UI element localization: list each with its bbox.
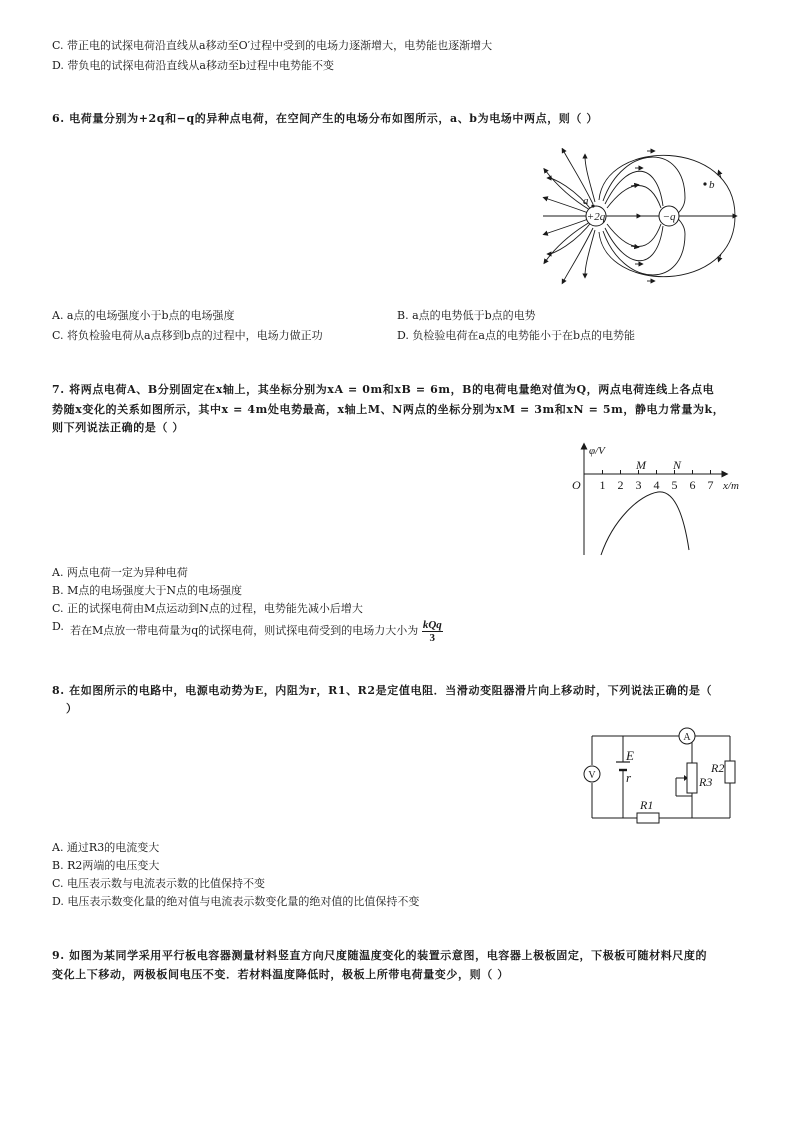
question-7-stem-3: 则下列说法正确的是（ ） bbox=[52, 421, 185, 434]
origin-label: O bbox=[572, 478, 581, 492]
x-axis-label: x/m bbox=[723, 480, 739, 492]
fraction-denominator: 3 bbox=[429, 631, 436, 644]
question-7-stem-1: 7. 将两点电荷A、B分别固定在x轴上，其坐标分别为xA = 0m和xB = 6m，B的电荷电量绝对值为Q，两点电荷连线上各点电 bbox=[52, 383, 715, 396]
q6-option-b: B. a点的电势低于b点的电势 bbox=[397, 309, 536, 322]
potential-graph-svg bbox=[565, 440, 750, 558]
option-c-prev: C. 带正电的试探电荷沿直线从a移动至O′过程中受到的电场力逐渐增大，电势能也逐渐增大 bbox=[52, 39, 493, 52]
tick-label-5: 5 bbox=[671, 478, 678, 492]
question-6-stem: 6. 电荷量分别为+2q和−q的异种点电荷，在空间产生的电场分布如图所示，a、b为电场中两点，则（ ） bbox=[52, 112, 599, 125]
r1-label: R1 bbox=[640, 798, 654, 812]
q6-option-d: D. 负检验电荷在a点的电势能小于在b点的电势能 bbox=[397, 329, 636, 342]
q7-option-d bbox=[70, 616, 443, 646]
fraction-kqq-over-3 bbox=[422, 619, 443, 644]
y-axis-label: φ/V bbox=[589, 445, 605, 457]
option-d-prev: D. 带负电的试探电荷沿直线从a移动至b过程中电势能不变 bbox=[52, 59, 335, 72]
charge-neg-label: −q bbox=[662, 211, 676, 223]
fraction-numerator: kQq bbox=[422, 618, 442, 631]
q6-option-a: A. a点的电场强度小于b点的电场强度 bbox=[52, 309, 235, 322]
electric-field-figure bbox=[535, 148, 745, 298]
tick-label-1: 1 bbox=[599, 478, 606, 492]
q8-option-c: C. 电压表示数与电流表示数的比值保持不变 bbox=[52, 877, 266, 890]
voltmeter-label: V bbox=[588, 770, 596, 781]
tick-label-7: 7 bbox=[707, 478, 714, 492]
q7-option-d-text: 若在M点放一带电荷量为q的试探电荷，则试探电荷受到的电场力大小为 bbox=[70, 624, 419, 637]
tick-label-3: 3 bbox=[635, 478, 642, 492]
circuit-diagram-figure bbox=[578, 722, 743, 830]
q7-option-c: C. 正的试探电荷由M点运动到N点的过程，电势能先减小后增大 bbox=[52, 602, 363, 615]
q8-option-b: B. R2两端的电压变大 bbox=[52, 859, 160, 872]
q6-option-c: C. 将负检验电荷从a点移到b点的过程中，电场力做正功 bbox=[52, 329, 323, 342]
q8-option-a: A. 通过R3的电流变大 bbox=[52, 841, 160, 854]
tick-label-2: 2 bbox=[617, 478, 624, 492]
ammeter-label: A bbox=[683, 732, 691, 743]
point-b-label: b bbox=[709, 179, 715, 191]
question-7-stem-2: 势随x变化的关系如图所示，其中x = 4m处电势最高，x轴上M、N两点的坐标分别为xM = 3m和xN = 5m，静电力常量为k， bbox=[52, 403, 725, 416]
resistor-r3 bbox=[687, 763, 697, 793]
q7-option-b: B. M点的电场强度大于N点的电场强度 bbox=[52, 584, 242, 597]
point-m-label: M bbox=[636, 458, 646, 472]
r2-label: R2 bbox=[711, 761, 725, 775]
potential-graph-figure bbox=[565, 440, 750, 558]
question-8-stem-2: ） bbox=[66, 702, 78, 715]
point-a-label: a bbox=[583, 195, 589, 207]
q7-option-a: A. 两点电荷一定为异种电荷 bbox=[52, 566, 188, 579]
r3-label: R3 bbox=[699, 775, 713, 789]
charge-pos-label: +2q bbox=[586, 211, 606, 223]
tick-label-4: 4 bbox=[653, 478, 660, 492]
q7-option-d-label: D. bbox=[52, 620, 64, 633]
point-n-label: N bbox=[672, 458, 682, 472]
question-9-stem-1: 9. 如图为某同学采用平行板电容器测量材料竖直方向尺度随温度变化的装置示意图，电容器上极板固定，下极板可随材料尺度的 bbox=[52, 949, 708, 962]
emf-label: E bbox=[626, 748, 634, 763]
circuit-svg bbox=[578, 722, 743, 830]
field-lines-svg bbox=[535, 148, 745, 298]
resistor-r2 bbox=[725, 761, 735, 783]
question-8-stem-1: 8. 在如图所示的电路中，电源电动势为E，内阻为r，R1、R2是定值电阻．当滑动变阻器滑片向上移动时，下列说法正确的是（ bbox=[52, 684, 713, 697]
tick-label-6: 6 bbox=[689, 478, 696, 492]
resistor-r1 bbox=[637, 813, 659, 823]
internal-resistance-label: r bbox=[626, 770, 632, 785]
q8-option-d: D. 电压表示数变化量的绝对值与电流表示数变化量的绝对值的比值保持不变 bbox=[52, 895, 420, 908]
question-9-stem-2: 变化上下移动，两极板间电压不变．若材料温度降低时，极板上所带电荷量变少，则（ ） bbox=[52, 968, 509, 981]
